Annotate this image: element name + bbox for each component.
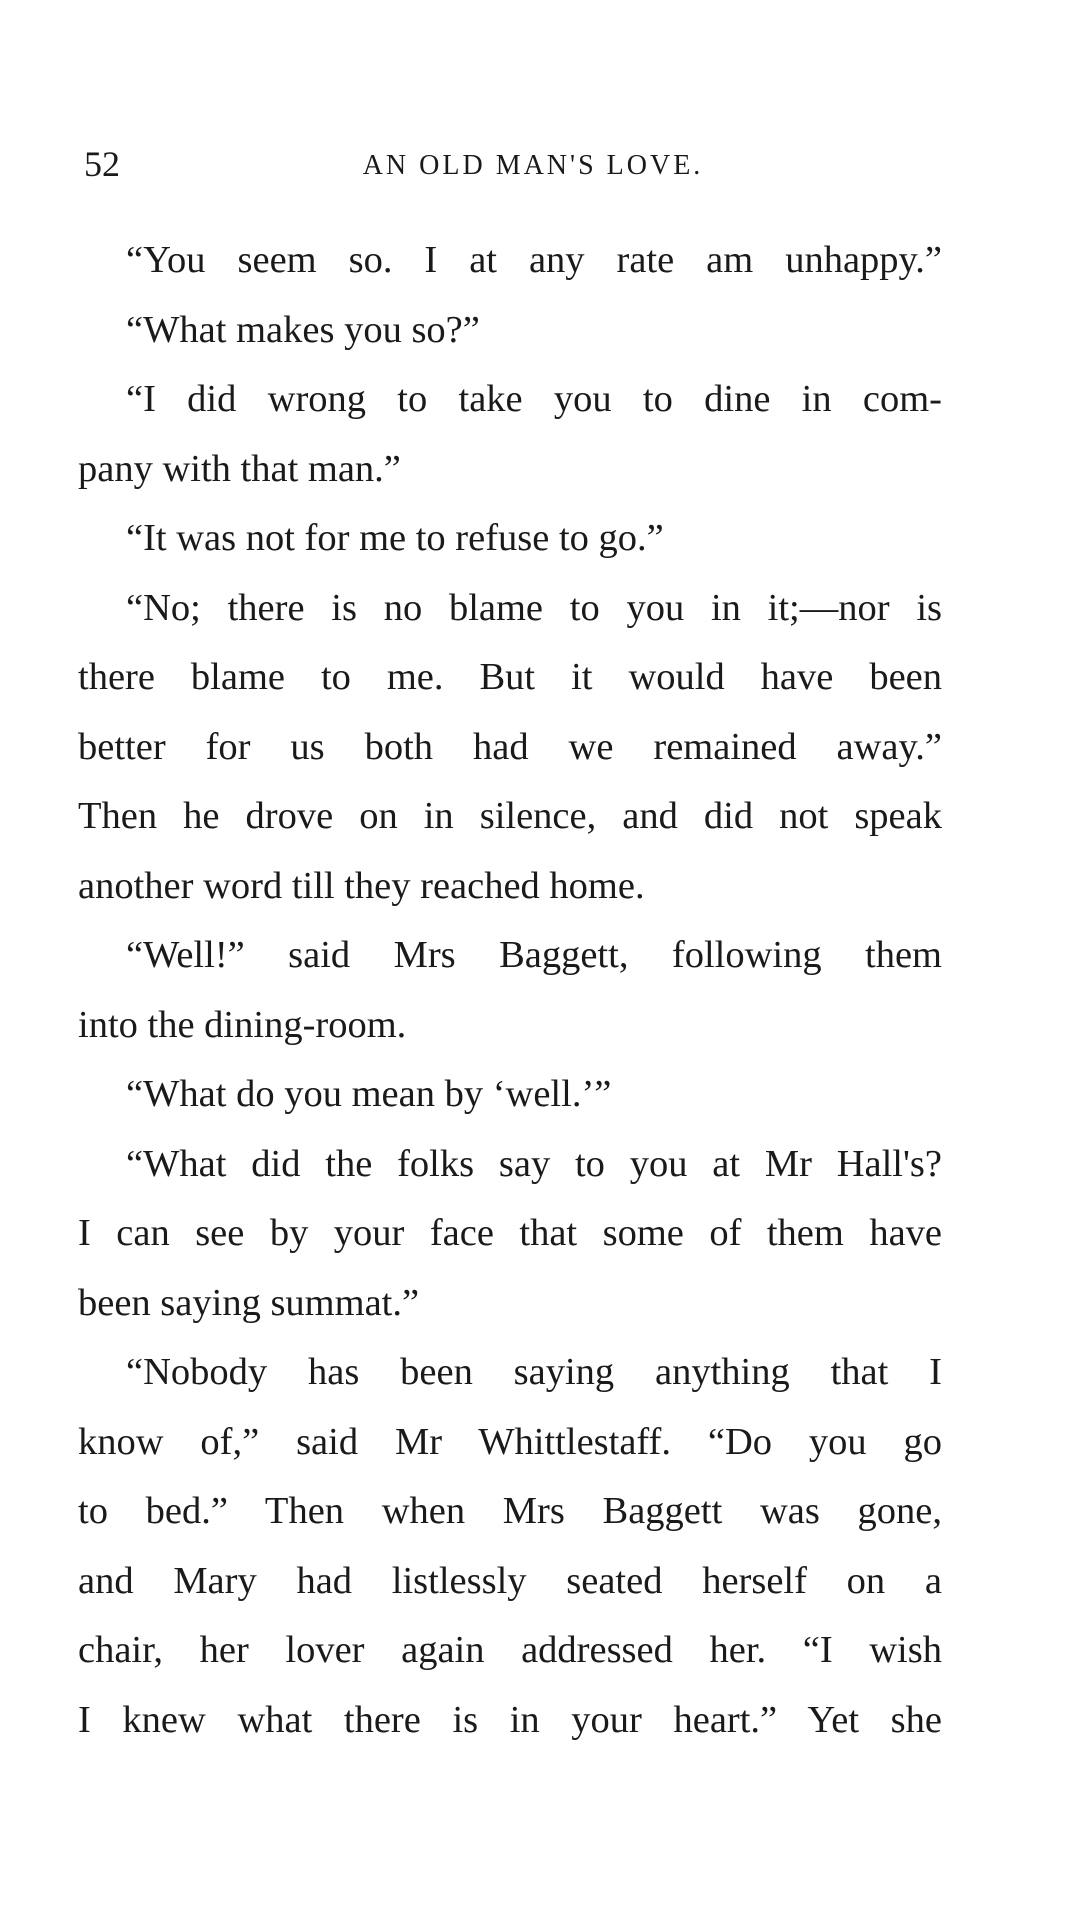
text-line: “Well!” said Mrs Baggett, following them <box>126 934 942 976</box>
text-line: “You seem so. I at any rate am unhappy.” <box>126 239 942 281</box>
text-line: “Nobody has been saying anything that I <box>126 1351 942 1393</box>
body-text <box>78 226 942 1755</box>
text-line: I can see by your face that some of them have <box>78 1212 942 1254</box>
text-line: “No; there is no blame to you in it;—nor is <box>126 586 942 629</box>
text-line: and Mary had listlessly seated herself on a <box>78 1559 942 1602</box>
text-line: “It was not for me to refuse to go.” <box>126 517 664 559</box>
text-line: know of,” said Mr Whittlestaff. “Do you go <box>78 1420 942 1463</box>
text-line: I knew what there is in your heart.” Yet she <box>78 1698 942 1741</box>
text-line: Then he drove on in silence, and did not speak <box>78 795 942 837</box>
text-line: there blame to me. But it would have been <box>78 656 942 698</box>
text-line: chair, her lover again addressed her. “I wish <box>78 1629 942 1671</box>
text-line: been saying summat.” <box>78 1281 420 1324</box>
text-line: “What do you mean by ‘well.’” <box>126 1073 612 1115</box>
running-title: AN OLD MAN'S LOVE. <box>362 150 704 181</box>
text-line: another word till they reached home. <box>78 864 645 907</box>
text-line: to bed.” Then when Mrs Baggett was gone, <box>78 1490 942 1532</box>
text-line: into the dining-room. <box>78 1003 407 1046</box>
text-line: “I did wrong to take you to dine in com- <box>126 378 942 420</box>
text-line: “What makes you so?” <box>126 308 480 351</box>
running-head <box>84 142 942 186</box>
text-line: “What did the folks say to you at Mr Hall's? <box>126 1142 942 1185</box>
text-line: better for us both had we remained away.” <box>78 725 942 768</box>
text-line: pany with that man.” <box>78 447 401 490</box>
page-number: 52 <box>84 144 120 184</box>
